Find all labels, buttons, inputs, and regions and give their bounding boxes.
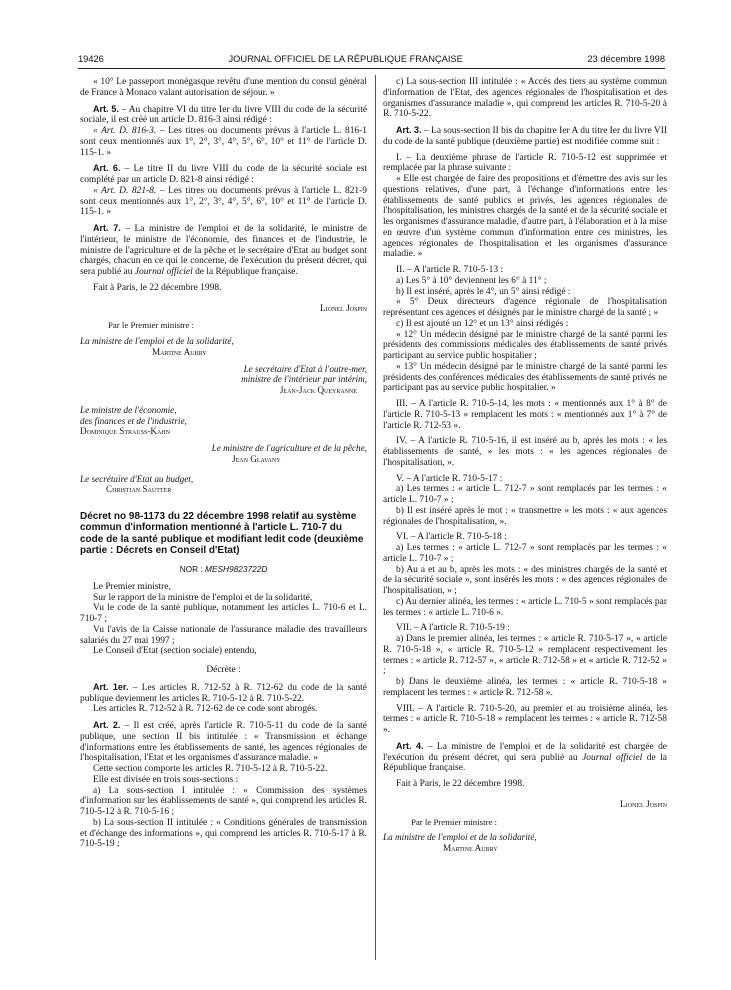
paragraph: Les articles R. 712-52 à R. 712-62 de ce code sont abrogés. [93, 704, 318, 715]
paragraph: I. – La deuxième phrase de l'article R. 710-5-12 est supprimée et remplacée par la phrase suivante : [383, 152, 667, 174]
paragraph: IV. – A l'article R. 710-5-16, il est inséré au b, après les mots : « les établissements de santé, » les mots : « les agences régionales de l'hospitalisation, ». [383, 436, 667, 468]
minister-name: Dominique Strauss-Kahn [80, 426, 171, 437]
article-label: Art. 6. [93, 163, 121, 174]
article-label: Art. 3. [396, 125, 422, 135]
list-item: a) Les 5° à 10° deviennent les 6° à 11° ; [396, 275, 547, 286]
page-number: 19426 [78, 54, 104, 64]
list-item: a) Dans le premier alinéa, les termes : « article R. 710-5-17 », « article R. 710-5-18 », « article R. 710-5-12 » remplacent respectivement les termes : « article R. 712-57 », « article R. 712-58 » et « article R. 712-52 » ; [383, 634, 667, 677]
article-text: – Il est créé, après l'article R. 710-5-11 du code de la santé publique, une section II bis intitulée : « Transmission et échange d'informations entre les établissements de santé, les agences régionales de l'hospitalisation, l'Etat et les organismes d'assurance maladie. » [80, 721, 367, 764]
minister-title: Le ministre de l'économie, [80, 404, 177, 415]
page-header [78, 52, 665, 66]
signatory: Lionel Jospin [620, 798, 667, 809]
article-4 [383, 741, 667, 774]
list-item: b) La sous-section II intitulée : « Conditions générales de transmission et d'échange des informations », qui comprend les articles R. 710-5-17 à R. 710-5-19 ; [80, 817, 367, 850]
article-3 [383, 125, 667, 148]
paragraph: VIII. – A l'article R. 710-5-20, au premier et au troisième alinéa, les termes : « article R. 710-5-18 » remplacent les termes : « article R. 712-58 ». [383, 703, 667, 735]
minister-title: Le secrétaire d'Etat à l'outre-mer, [243, 363, 367, 374]
header-rule [78, 68, 665, 69]
list-item: b) Au a et au b, après les mots : « des ministres chargés de la santé et de la sécurité sociale », sont insérés les mots : « des agences régionales de l'hospitalisation, » ; [383, 564, 667, 596]
paragraph: « 10° Le passeport monégasque revêtu d'une mention du consul général de France à Monaco valant autorisation de séjour. » [80, 77, 367, 98]
decree-title: Décret no 98-1173 du 22 décembre 1998 relatif au système commun d'information mentionné à l'article L. 710-7 du code de la santé publique et modifiant ledit code (deuxième partie : Décrets en Conseil d'Etat) [80, 511, 364, 556]
paragraph: Le Conseil d'Etat (section sociale) entendu, [93, 646, 257, 657]
list-item: c) La sous-section III intitulée : « Accès des tiers au système commun d'information de l'Etat, des agences régionales de l'hospitalisation et des organismes d'assurance maladie », qui comprend les articles R. 710-5-20 à R. 710-5-22. [383, 77, 667, 120]
paragraph: Elle est divisée en trois sous-sections : [93, 774, 239, 785]
minister-title: La ministre de l'emploi et de la solidarité, [80, 336, 234, 346]
issue-date: 23 décembre 1998 [587, 54, 665, 64]
article-7 [80, 223, 367, 278]
minister-title: Le secrétaire d'Etat au budget, [80, 473, 194, 484]
minister-name: Martine Aubry [443, 843, 498, 853]
article-6-quote [80, 186, 367, 218]
nor-reference [80, 564, 367, 575]
article-text-end: de la République française. [383, 752, 667, 774]
list-item: a) La sous-section I intitulée : « Commission des systèmes d'information sur les établissements de santé », qui comprend les articles R. 710-5-12 à R. 710-5-16 ; [80, 785, 367, 818]
nor-value: MESH9823722D [205, 564, 268, 575]
list-item: b) Dans le deuxième alinéa, les termes : « article R. 710-5-18 » remplacent les termes : « article R. 712-58 ». [383, 677, 667, 698]
article-text: – Les articles R. 712-52 à R. 712-62 du code de la santé publique deviennent les articles R. 710-5-12 à R. 710-5-22. [80, 682, 367, 704]
minister-name: Martine Aubry [152, 346, 207, 357]
article-label: Art. 2. [93, 720, 121, 731]
paragraph: Vu l'avis de la Caisse nationale de l'assurance maladie des travailleurs salariés du 27 mai 1997 ; [80, 624, 367, 646]
article-label: Art. 7. [93, 223, 121, 233]
article-text: – La ministre de l'emploi et de la solidarité, le ministre de l'intérieur, le ministre de l'économie, des finances et de l'industrie, le ministre de l'agriculture et de la pêche et le secrétaire d'Etat au budget sont chargés, chacun en ce qui le concerne, de l'exécution du présent décret, qui sera publié au [80, 224, 367, 277]
article-text: – Au chapitre VI du titre Ier du livre VIII du code de la sécurité sociale, il est créé un article D. 816-3 ainsi rédigé : [80, 104, 368, 126]
journal-title: JOURNAL OFFICIEL DE LA RÉPUBLIQUE FRANÇAISE [228, 54, 463, 64]
list-item: b) Il est inséré après le mot : « transmettre » les mots : « aux agences régionales de l'hospitalisation, ». [383, 505, 667, 527]
article-5-quote [80, 126, 367, 158]
fait-line: Fait à Paris, le 22 décembre 1998. [396, 779, 525, 789]
journal-ref: Journal officiel [134, 267, 193, 277]
article-label: Art. 5. [93, 103, 119, 114]
decrete: Décrète : [206, 665, 241, 676]
paragraph: Le Premier ministre, [93, 581, 171, 592]
paragraph: Sur le rapport de la ministre de l'emploi et de la solidarité, [93, 592, 313, 603]
list-item: b) Il est inséré, après le 4°, un 5° ainsi rédigé : [396, 286, 571, 297]
list-item: a) Les termes : « article L. 712-7 » sont remplacés par les termes : « article L. 710-7 » ; [383, 484, 667, 505]
list-item: c) Il est ajouté un 12° et un 13° ainsi rédigés : [396, 318, 569, 329]
minister-name: Christian Sautter [106, 484, 172, 495]
par-premier-ministre: Par le Premier ministre : [411, 816, 497, 827]
quote: « 5° Deux directeurs d'agence régionale de l'hospitalisation représentant ces agences et désignés par le ministre chargé de la santé ; » [383, 297, 667, 318]
column-divider [375, 75, 376, 960]
paragraph: II. – A l'article R. 710-5-13 : [396, 265, 504, 275]
paragraph: III. – A l'article R. 710-5-14, les mots : « mentionnés aux 1° à 8° de l'article R. 710-5-13 » remplacent les mots : « mentionnés aux 1° à 7° de l'article R. 712-53 ». [383, 399, 667, 431]
article-text: – La ministre de l'emploi et de la solidarité est chargée de l'exécution du présent décret, qui sera publié au [383, 741, 667, 763]
article-ref: « Art. D. 816-3. [93, 126, 157, 136]
fait-line: Fait à Paris, le 22 décembre 1998. [93, 282, 222, 293]
paragraph: VI. – A l'article R. 710-5-18 : [396, 532, 507, 543]
article-2 [80, 720, 367, 764]
signatory: Lionel Jospin [320, 302, 367, 313]
quote: « Elle est chargée de faire des propositions et d'émettre des avis sur les questions relatives, d'une part, à l'échange d'informations entre les établissements de santé publics et privés, les agences régionales de l'hospitalisation, les ministres chargés de la santé et de la sécurité sociale et les organismes d'assurance maladie, d'autre part, à l'élaboration et à la mise en œuvre d'un système commun d'information entre ces ministres, les agences régionales de l'hospitalisation et les organismes d'assurance maladie. » [383, 174, 667, 260]
article-6 [80, 163, 367, 186]
article-ref: « Art. D. 821-8. [93, 185, 157, 196]
list-item: c) Au dernier alinéa, les termes : « article L. 710-5 » sont remplacés par les termes : « article L. 710-6 ». [383, 596, 667, 618]
left-column [80, 77, 367, 850]
minister-title: Le ministre de l'agriculture et de la pêche, [211, 443, 367, 453]
list-item: a) Les termes : « article L. 712-7 » sont remplacés par les termes : « article L. 710-7 » ; [383, 543, 667, 564]
quote: « 13° Un médecin désigné par le ministre chargé de la santé parmi les présidents des conférences médicales des établissements de santé privés ne participant pas au service public hospitalier. » [383, 361, 667, 394]
minister-title: La ministre de l'emploi et de la solidarité, [383, 832, 537, 843]
article-text: – Le titre II du livre VIII du code de la sécurité sociale est complété par un article D. 821-8 ainsi rédigé : [80, 164, 367, 185]
right-column [383, 77, 667, 854]
article-label: Art. 4. [396, 740, 424, 751]
article-text: – La sous-section II bis du chapitre Ier A du titre Ier du livre VII du code de la santé publique (deuxième partie) est modifiée comme suit : [383, 126, 667, 147]
paragraph: V. – A l'article R. 710-5-17 : [396, 473, 503, 484]
minister-title: ministre de l'intérieur par intérim, [241, 374, 367, 385]
article-5 [80, 104, 367, 127]
par-premier-ministre: Par le Premier ministre : [108, 320, 194, 331]
minister-name: Jean-Jack Queyranne [279, 385, 357, 395]
quote-text: – Les titres ou documents prévus à l'article L. 821-9 sont ceux mentionnés aux 1°, 2°, 3°, 4°, 5°, 6°, 10° et 11° de l'article D. 115-1. » [80, 185, 367, 218]
paragraph: VII. – A l'article R. 710-5-19 : [396, 623, 510, 634]
paragraph: Cette section comporte les articles R. 710-5-12 à R. 710-5-22. [93, 764, 328, 775]
quote-text: – Les titres ou documents prévus à l'article L. 816-1 sont ceux mentionnés aux 1°, 2°, 3°, 4°, 5°, 6°, 10° et 11° de l'article D. 115-1. » [80, 126, 367, 158]
quote: « 12° Un médecin désigné par le ministre chargé de la santé parmi les présidents des commissions médicales des établissements de santé privés participant au service public hospitalier ; [383, 329, 667, 361]
paragraph: Vu le code de la santé publique, notamment les articles L. 710-6 et L. 710-7 ; [80, 603, 367, 625]
minister-name: Jean Glavany [232, 453, 281, 464]
article-label: Art. 1er. [93, 681, 129, 692]
journal-ref: Journal officiel [582, 752, 643, 763]
article-1 [80, 682, 367, 705]
minister-title: des finances et de l'industrie, [80, 415, 187, 426]
article-text-end: de la République française. [192, 267, 298, 277]
nor-label: NOR : [179, 564, 206, 575]
